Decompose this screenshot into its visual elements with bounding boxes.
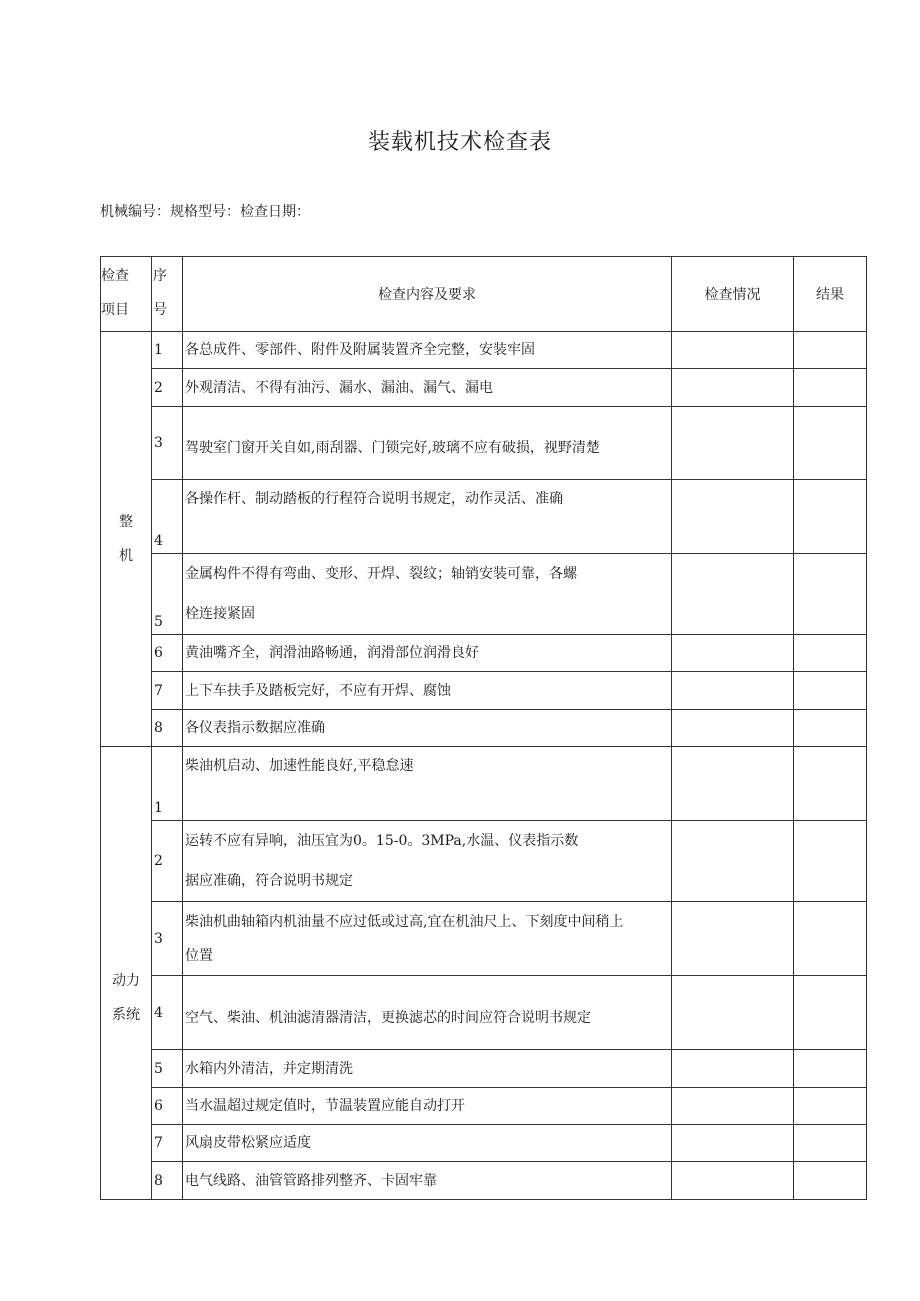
status-cell[interactable] bbox=[672, 1050, 794, 1088]
table-row bbox=[101, 1088, 867, 1125]
status-cell[interactable] bbox=[672, 554, 794, 635]
result-cell[interactable] bbox=[794, 747, 867, 821]
row-content: 当水温超过规定值时，节温装置应能自动打开 bbox=[183, 1088, 672, 1125]
status-cell[interactable] bbox=[672, 635, 794, 672]
row-content: 各总成件、零部件、附件及附属装置齐全完整，安装牢固 bbox=[183, 332, 672, 369]
table-row bbox=[101, 976, 867, 1050]
row-number: 4 bbox=[152, 480, 183, 554]
status-cell[interactable] bbox=[672, 710, 794, 747]
row-number: 1 bbox=[152, 332, 183, 369]
row-content: 柴油机曲轴箱内机油量不应过低或过高,宜在机油尺上、下刻度中间稍上 位置 bbox=[183, 902, 672, 976]
row-content: 电气线路、油管管路排列整齐、卡固牢靠 bbox=[183, 1162, 672, 1200]
table-row bbox=[101, 1162, 867, 1200]
row-number: 8 bbox=[152, 1162, 183, 1200]
header-status: 检查情况 bbox=[672, 257, 794, 332]
header-number: 序 号 bbox=[152, 257, 183, 332]
row-number: 1 bbox=[152, 747, 183, 821]
row-content: 上下车扶手及踏板完好，不应有开焊、腐蚀 bbox=[183, 672, 672, 710]
status-cell[interactable] bbox=[672, 480, 794, 554]
row-content: 柴油机启动、加速性能良好,平稳怠速 bbox=[183, 747, 672, 821]
table-row bbox=[101, 407, 867, 480]
result-cell[interactable] bbox=[794, 369, 867, 407]
table-row bbox=[101, 672, 867, 710]
row-content: 金属构件不得有弯曲、变形、开焊、裂纹；轴销安装可靠，各螺 栓连接紧固 bbox=[183, 554, 672, 635]
table-row bbox=[101, 902, 867, 976]
row-number: 5 bbox=[152, 554, 183, 635]
row-number: 3 bbox=[152, 902, 183, 976]
table-row bbox=[101, 554, 867, 635]
row-number: 6 bbox=[152, 1088, 183, 1125]
result-cell[interactable] bbox=[794, 821, 867, 902]
table-row bbox=[101, 1050, 867, 1088]
status-cell[interactable] bbox=[672, 407, 794, 480]
table-row bbox=[101, 369, 867, 407]
table-row bbox=[101, 710, 867, 747]
result-cell[interactable] bbox=[794, 635, 867, 672]
row-content: 运转不应有异响，油压宜为0。15-0。3MPa,水温、仪表指示数 据应准确，符合说明书规定 bbox=[183, 821, 672, 902]
header-content: 检查内容及要求 bbox=[183, 257, 672, 332]
row-number: 2 bbox=[152, 821, 183, 902]
row-content: 驾驶室门窗开关自如,雨刮器、门锁完好,玻璃不应有破损，视野清楚 bbox=[183, 407, 672, 480]
result-cell[interactable] bbox=[794, 407, 867, 480]
category-whole-machine: 整 机 bbox=[101, 332, 152, 747]
result-cell[interactable] bbox=[794, 1050, 867, 1088]
table-row bbox=[101, 480, 867, 554]
row-content: 各仪表指示数据应准确 bbox=[183, 710, 672, 747]
status-cell[interactable] bbox=[672, 332, 794, 369]
status-cell[interactable] bbox=[672, 902, 794, 976]
row-number: 5 bbox=[152, 1050, 183, 1088]
row-number: 7 bbox=[152, 672, 183, 710]
status-cell[interactable] bbox=[672, 976, 794, 1050]
row-content: 风扇皮带松紧应适度 bbox=[183, 1125, 672, 1162]
result-cell[interactable] bbox=[794, 332, 867, 369]
status-cell[interactable] bbox=[672, 1088, 794, 1125]
result-cell[interactable] bbox=[794, 554, 867, 635]
status-cell[interactable] bbox=[672, 747, 794, 821]
table-row bbox=[101, 1125, 867, 1162]
row-content: 空气、柴油、机油滤清器清洁，更换滤芯的时间应符合说明书规定 bbox=[183, 976, 672, 1050]
table-header-row bbox=[101, 257, 867, 332]
row-content: 各操作杆、制动踏板的行程符合说明书规定，动作灵活、准确 bbox=[183, 480, 672, 554]
result-cell[interactable] bbox=[794, 672, 867, 710]
result-cell[interactable] bbox=[794, 976, 867, 1050]
status-cell[interactable] bbox=[672, 672, 794, 710]
status-cell[interactable] bbox=[672, 1125, 794, 1162]
category-power-system: 动力 系统 bbox=[101, 747, 152, 1200]
result-cell[interactable] bbox=[794, 480, 867, 554]
row-number: 7 bbox=[152, 1125, 183, 1162]
inspection-table bbox=[100, 256, 867, 1200]
header-category: 检查 项目 bbox=[101, 257, 152, 332]
table-row bbox=[101, 821, 867, 902]
row-number: 8 bbox=[152, 710, 183, 747]
result-cell[interactable] bbox=[794, 1162, 867, 1200]
status-cell[interactable] bbox=[672, 369, 794, 407]
result-cell[interactable] bbox=[794, 710, 867, 747]
table-row bbox=[101, 635, 867, 672]
page-title: 装载机技术检查表 bbox=[367, 130, 552, 155]
status-cell[interactable] bbox=[672, 1162, 794, 1200]
row-number: 4 bbox=[152, 976, 183, 1050]
row-content: 水箱内外清洁，并定期清洗 bbox=[183, 1050, 672, 1088]
result-cell[interactable] bbox=[794, 1125, 867, 1162]
result-cell[interactable] bbox=[794, 1088, 867, 1125]
row-number: 6 bbox=[152, 635, 183, 672]
row-number: 3 bbox=[152, 407, 183, 480]
header-result: 结果 bbox=[794, 257, 867, 332]
result-cell[interactable] bbox=[794, 902, 867, 976]
status-cell[interactable] bbox=[672, 821, 794, 902]
row-content: 黄油嘴齐全，润滑油路畅通，润滑部位润滑良好 bbox=[183, 635, 672, 672]
meta-line: 机械编号：规格型号：检查日期： bbox=[100, 204, 310, 220]
row-number: 2 bbox=[152, 369, 183, 407]
table-row bbox=[101, 747, 867, 821]
row-content: 外观清洁、不得有油污、漏水、漏油、漏气、漏电 bbox=[183, 369, 672, 407]
table-row bbox=[101, 332, 867, 369]
